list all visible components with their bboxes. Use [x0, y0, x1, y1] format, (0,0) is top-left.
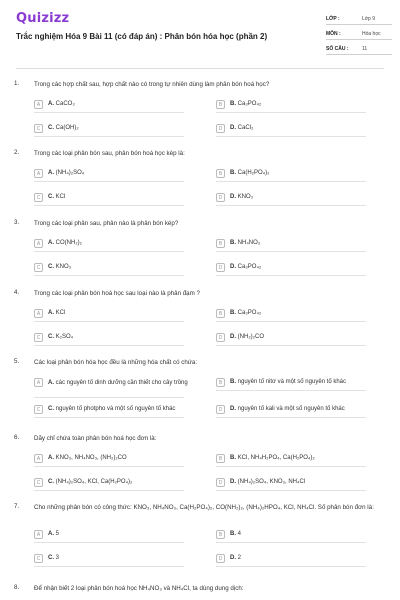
answer-option-a[interactable] — [34, 453, 194, 465]
option-letter-box: C — [34, 478, 43, 487]
option-text: A. KNO₃, NH₄NO₃, (NH₂)₂CO — [48, 454, 127, 461]
option-underline — [216, 466, 366, 467]
option-text: D. Ca₃PO₄₂ — [230, 263, 262, 270]
answer-option-b[interactable] — [216, 99, 376, 111]
answer-option-c[interactable] — [34, 553, 194, 565]
answer-option-a[interactable] — [34, 238, 194, 250]
question-number: 8. — [14, 584, 20, 591]
option-letter-box: D — [216, 263, 225, 272]
option-underline — [216, 136, 366, 137]
option-letter-box: B — [216, 454, 225, 463]
option-underline — [216, 112, 366, 113]
answer-option-a[interactable] — [34, 308, 194, 320]
option-underline — [34, 251, 184, 252]
option-text: C. nguyên tố photpho và một số nguyên tố khác — [48, 405, 176, 412]
answer-option-d[interactable] — [216, 553, 376, 565]
option-letter-box: B — [216, 530, 225, 539]
answer-option-d[interactable] — [216, 262, 376, 274]
option-underline — [216, 345, 366, 346]
answer-option-d[interactable] — [216, 332, 376, 344]
option-text: B. nguyên tố nitơ và một số nguyên tố khác — [230, 378, 347, 385]
option-letter-box: A — [34, 169, 43, 178]
option-underline — [34, 417, 184, 418]
option-underline — [216, 275, 366, 276]
option-letter-box: C — [34, 124, 43, 133]
option-underline — [34, 321, 184, 322]
option-underline — [216, 181, 366, 182]
question-number: 7. — [14, 503, 20, 510]
answer-option-d[interactable] — [216, 123, 376, 135]
option-text: D. (NH₄)₂SO₄, KNO₃, NH₄Cl — [230, 478, 306, 485]
option-letter-box: D — [216, 193, 225, 202]
answer-option-c[interactable] — [34, 477, 194, 489]
option-underline — [34, 490, 184, 491]
option-text: C. K₂SO₄ — [48, 333, 74, 340]
option-text: B. 4 — [230, 530, 242, 537]
answer-option-b[interactable] — [216, 308, 376, 320]
option-text: A. CaCO₃ — [48, 100, 75, 107]
option-text: B. NH₄NO₃ — [230, 239, 261, 246]
option-letter-box: A — [34, 100, 43, 109]
worksheet-header: Quizizz Trắc nghiệm Hóa 9 Bài 11 (có đáp án) : Phân bón hóa học (phần 2) LỚP : Lớp 9 MÔN : Hóa học SỐ CÂU : 11 — [0, 0, 400, 62]
option-text: A. CO(NH₂)₂ — [48, 239, 82, 246]
option-underline — [34, 542, 184, 543]
option-underline — [216, 205, 366, 206]
option-text: D. CaCl₂ — [230, 124, 254, 131]
option-letter-box: A — [34, 239, 43, 248]
option-underline — [34, 181, 184, 182]
question-text: Trong các loại phân bón sau, phân bón hoá học kép là: — [34, 150, 185, 157]
question-text: Trong các loại phân sau, phân nào là phân bón kép? — [34, 220, 179, 227]
option-letter-box: B — [216, 169, 225, 178]
option-text: A. KCl — [48, 309, 66, 316]
option-underline — [34, 466, 184, 467]
option-underline — [34, 205, 184, 206]
answer-option-d[interactable] — [216, 404, 376, 416]
answer-option-b[interactable] — [216, 377, 376, 389]
option-text: B. KCl, NH₄H₂PO₄, Ca(H₂PO₄)₂ — [230, 454, 315, 461]
option-letter-box: B — [216, 378, 225, 387]
quizizz-logo: Quizizz — [16, 11, 70, 26]
option-text: D. KNO₃ — [230, 193, 254, 200]
question-text: Dãy chỉ chứa toàn phân bón hoá học đơn là: — [34, 435, 157, 442]
option-underline — [216, 490, 366, 491]
option-underline — [34, 275, 184, 276]
page-title: Trắc nghiệm Hóa 9 Bài 11 (có đáp án) : Phân bón hóa học (phần 2) — [16, 32, 268, 41]
option-text: A. 5 — [48, 530, 60, 537]
option-text: C. KNO₃ — [48, 263, 72, 270]
option-underline — [34, 345, 184, 346]
option-letter-box: C — [34, 193, 43, 202]
answer-option-b[interactable] — [216, 168, 376, 180]
option-underline — [34, 397, 184, 398]
option-letter-box: C — [34, 263, 43, 272]
option-text: D. nguyên tố kali và một số nguyên tố khác — [230, 405, 345, 412]
answer-option-b[interactable] — [216, 453, 376, 465]
question-number: 5. — [14, 358, 20, 365]
answer-option-a[interactable] — [34, 168, 194, 180]
option-underline — [216, 251, 366, 252]
option-letter-box: C — [34, 554, 43, 563]
question-text: Cho những phân bón có công thức: KNO₃, NH₄NO₃, Ca(H₂PO₄)₂, CO(NH₂)₂, (NH₄)₂HPO₄, KCl, NH₄Cl. Số phân bón đơn là: — [34, 504, 374, 511]
option-text: C. KCl — [48, 193, 66, 200]
answer-option-c[interactable] — [34, 123, 194, 135]
answer-option-d[interactable] — [216, 477, 376, 489]
option-underline — [216, 321, 366, 322]
answer-option-c[interactable] — [34, 262, 194, 274]
answer-option-b[interactable] — [216, 529, 376, 541]
option-letter-box: D — [216, 478, 225, 487]
question-text: Để nhận biết 2 loại phân bón hoá học NH₄NO₃ và NH₄Cl, ta dùng dung dịch: — [34, 585, 244, 592]
question-number: 4. — [14, 289, 20, 296]
option-underline — [216, 566, 366, 567]
answer-option-c[interactable] — [34, 192, 194, 204]
header-divider — [16, 68, 384, 69]
option-letter-box: A — [34, 378, 43, 387]
option-text: B. Ca₃PO₄₂ — [230, 309, 262, 316]
option-text: C. Ca(OH)₂ — [48, 124, 79, 131]
option-underline — [216, 542, 366, 543]
answer-option-a[interactable] — [34, 377, 194, 389]
question-text: Các loại phân bón hóa học đều là những hóa chất có chứa: — [34, 359, 198, 366]
question-number: 3. — [14, 219, 20, 226]
answer-option-c[interactable] — [34, 332, 194, 344]
option-text: D. (NH₂)₂CO — [230, 333, 264, 340]
option-text: B. Ca₃PO₄₂ — [230, 100, 262, 107]
option-letter-box: C — [34, 333, 43, 342]
option-text: A. các nguyên tố dinh dưỡng cần thiết cho cây trồng — [48, 379, 188, 386]
question-number: 2. — [14, 149, 20, 156]
option-text: C. (NH₄)₂SO₄, KCl, Ca(H₂PO₄)₂ — [48, 478, 133, 485]
option-text: D. 2 — [230, 554, 242, 561]
option-letter-box: D — [216, 333, 225, 342]
option-underline — [34, 136, 184, 137]
option-underline — [216, 417, 366, 418]
option-letter-box: C — [34, 405, 43, 414]
answer-option-a[interactable] — [34, 529, 194, 541]
option-underline — [34, 566, 184, 567]
answer-option-b[interactable] — [216, 238, 376, 250]
option-underline — [34, 112, 184, 113]
option-letter-box: B — [216, 100, 225, 109]
option-letter-box: B — [216, 309, 225, 318]
question-text: Trong các hợp chất sau, hợp chất nào có trong tự nhiên dùng làm phân bón hoá học? — [34, 81, 270, 88]
option-letter-box: A — [34, 530, 43, 539]
answer-option-c[interactable] — [34, 404, 194, 416]
option-letter-box: D — [216, 554, 225, 563]
option-text: A. (NH₄)₂SO₄ — [48, 169, 85, 176]
question-number: 6. — [14, 434, 20, 441]
question-text: Trong các loại phân bón hoá học sau loại nào là phân đạm ? — [34, 290, 200, 297]
answer-option-a[interactable] — [34, 99, 194, 111]
option-letter-box: B — [216, 239, 225, 248]
option-letter-box: D — [216, 405, 225, 414]
option-text: C. 3 — [48, 554, 60, 561]
option-text: B. Ca(H₂PO₄)₂ — [230, 169, 270, 176]
option-letter-box: D — [216, 124, 225, 133]
option-letter-box: A — [34, 454, 43, 463]
option-underline — [216, 390, 366, 391]
answer-option-d[interactable] — [216, 192, 376, 204]
question-number: 1. — [14, 80, 20, 87]
option-letter-box: A — [34, 309, 43, 318]
